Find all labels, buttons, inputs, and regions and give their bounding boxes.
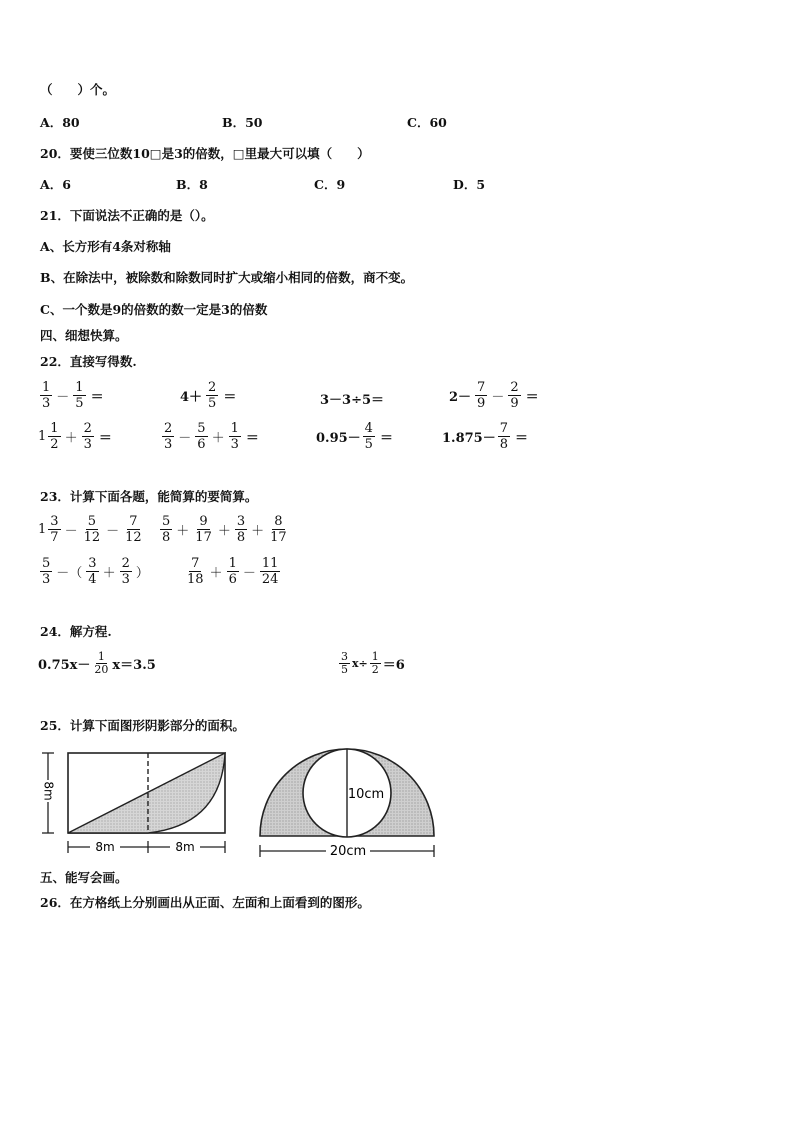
diameter-label: 10cm [347,787,385,802]
q21-option-b: B、在除法中，被除数和除数同时扩大或缩小相同的倍数，商不变。 [40,270,414,285]
shaded-region [68,753,225,833]
section-5-heading: 五、能写会画。 [40,870,128,885]
q25-stem: 25．计算下面图形阴影部分的面积。 [40,718,245,733]
q22-expr-3: 3－3÷5＝ [320,393,385,408]
q22-expr-6: $\frac{2}{3}$ － $\frac{5}{6}$ ＋ $\frac{1}{3}$ ＝ [164,421,259,452]
q22-expr-5: 1 $\frac{1}{2}$ ＋ $\frac{2}{3}$ ＝ [38,421,112,452]
width-label: 20cm [329,844,367,859]
q21-stem: 21．下面说法不正确的是（）。 [40,208,214,223]
q22-stem: 22．直接写得数. [40,354,137,369]
section-4-heading: 四、细想快算。 [40,328,128,343]
height-label: 8m [41,781,56,801]
q19-option-a: A．80 [40,115,80,130]
q23-stem: 23．计算下面各题，能简算的要简算。 [40,489,258,504]
q22-expr-2: 4＋ $\frac{2}{5}$ ＝ [180,380,237,411]
q24-equation-1: 0.75x－ $\frac{1}{20}$ x＝3.5 [38,650,156,676]
q26-stem: 26．在方格纸上分别画出从正面、左面和上面看到的图形。 [40,895,370,910]
q22-expr-8: 1.875－ $\frac{7}{8}$ ＝ [442,421,529,452]
q23-expr-4: $\frac{7}{18}$ ＋ $\frac{1}{6}$ － $\frac{11}{24}$ [187,556,279,587]
q23-expr-2: $\frac{5}{8}$ ＋ $\frac{9}{17}$ ＋ $\frac{3}{8}$ ＋ $\frac{8}{17}$ [162,514,287,545]
q24-equation-2: $\frac{3}{5}$ x÷ $\frac{1}{2}$ ＝6 [341,650,405,676]
q20-option-a: A．6 [40,177,71,192]
q21-option-a: A、长方形有4条对称轴 [40,239,171,254]
q20-stem: 20．要使三位数10□是3的倍数，□里最大可以填（ ） [40,146,370,161]
q19-option-b: B．50 [222,115,263,130]
q23-expr-1: 1 $\frac{3}{7}$ － $\frac{5}{12}$ － $\frac{7}{12}$ [38,514,142,545]
right-width-label: 8m [175,840,195,854]
q20-option-c: C．9 [314,177,346,192]
q24-stem: 24．解方程. [40,624,112,639]
left-width-label: 8m [95,840,115,854]
figure-rectangle-shaded [38,745,238,860]
q22-expr-1: $\frac{1}{3}$ － $\frac{1}{5}$ ＝ [42,380,104,411]
figure-semicircle-shaded [252,742,442,860]
q20-option-d: D．5 [453,177,486,192]
q23-expr-3: $\frac{5}{3}$ －（ $\frac{3}{4}$ ＋ $\frac{2}{3}$ ） [42,556,149,587]
q22-expr-4: 2－ $\frac{7}{9}$ － $\frac{2}{9}$ ＝ [449,380,539,411]
q21-option-c: C、一个数是9的倍数的数一定是3的倍数 [40,302,268,317]
q22-expr-7: 0.95－ $\frac{4}{5}$ ＝ [316,421,393,452]
q19-option-c: C．60 [407,115,447,130]
q20-option-b: B．8 [176,177,208,192]
q19-stem-tail: （ ）个。 [40,82,116,97]
